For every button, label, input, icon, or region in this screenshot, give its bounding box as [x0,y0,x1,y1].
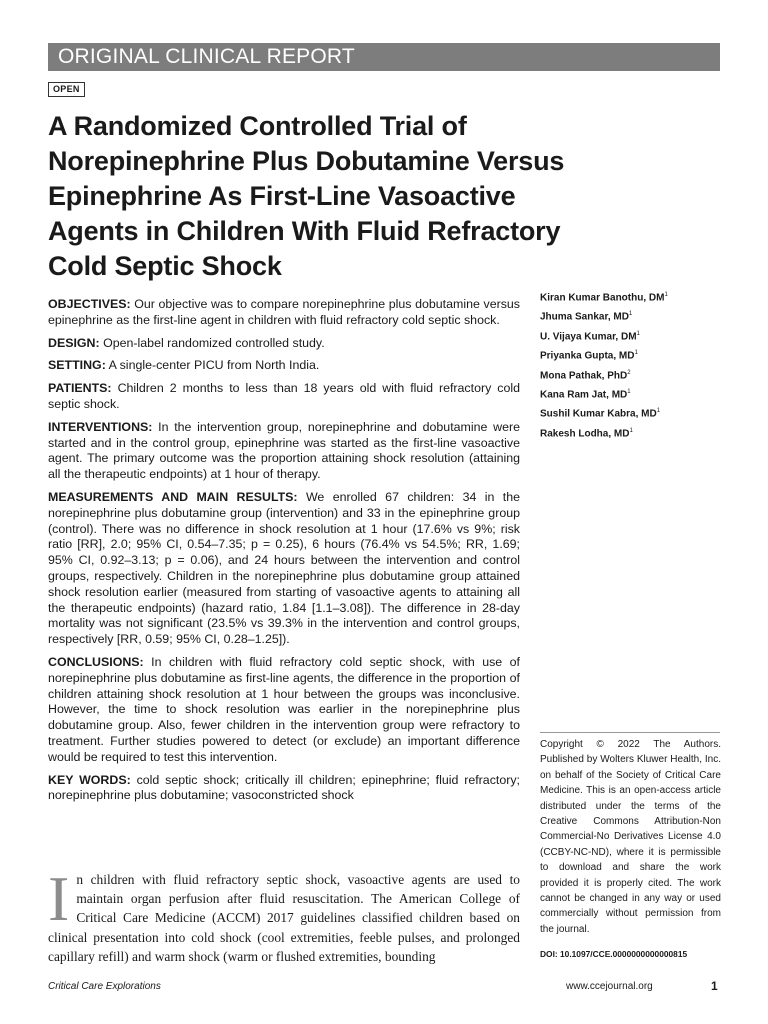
author-name: Jhuma Sankar, MD [540,311,629,323]
author-name: Priyanka Gupta, MD [540,350,635,362]
section-text: We enrolled 67 children: 34 in the norepinephrine plus dobutamine group (intervention) and 33 in the epinephrine group (control). There was no difference in shock resolution at 1 hour (17.6% vs 9%; risk ratio [RR], 2.0; 95% CI, 0.54–7.35; p = 0.25), 6 hours (76.4% vs 54.5%; RR, 1.69; 95% CI, 0.92–3.13; p = 0.06), and 24 hours between the intervention and control groups, respectively. Children in the norepinephrine plus dobutamine group attained shock resolution earlier (measured from starting of vasoactive agents to attaining all the therapeutic endpoints) (hazard ratio, 1.84 [1.1–3.08]). The difference in 28-day mortality was not significant (23.5% vs 39.3% in the intervention and control groups, respectively [RR, 0.59; 95% CI, 0.28–1.25]). [48,489,520,647]
affiliation-mark: 1 [664,292,668,298]
title-line: A Randomized Controlled Trial of [48,111,467,141]
abstract-objectives [48,297,520,329]
author-name: Sushil Kumar Kabra, MD [540,408,657,420]
copyright-notice: Copyright © 2022 The Authors. Published by Wolters Kluwer Health, Inc. on behalf of the Society of Critical Care Medicine. This is an open-access article distributed under the terms of the Creative Commons Attribution-Non Commercial-No Derivatives License 4.0 (CCBY-NC-ND), where it is permissible to download and share the work provided it is properly cited. The work cannot be changed in any way or used commercially without permission from the journal. [540,739,721,935]
footer-url[interactable]: www.ccejournal.org [566,981,653,992]
author [540,366,730,385]
section-text: Open-label randomized controlled study. [103,335,325,350]
footer-journal-name: Critical Care Explorations [48,981,161,992]
section-text: A single-center PICU from North India. [108,358,320,373]
affiliation-mark: 1 [627,388,631,395]
title-line: Agents in Children With Fluid Refractory [48,216,561,246]
author [540,404,730,423]
affiliation-mark: 1 [628,311,633,318]
author [540,327,730,346]
abstract-conclusions [48,655,520,766]
article-title [48,109,648,284]
abstract-interventions [48,420,520,483]
section-label: CONCLUSIONS: [48,654,144,669]
section-text: In children with fluid refractory cold septic shock, with use of norepinephrine plus dobutamine as first-line agents, the difference in the proportion of children attaining shock resolution at 1 hour between the groups was inconclusive. However, the time to shock resolution was earlier in the norepinephrine plus dobutamine group. Also, fewer children in the intervention group were refractory to treatment. Further studies powered to detect (or exclude) an important difference would be required to test this intervention. [48,654,520,764]
affiliation-mark: 2 [627,369,631,376]
copyright-divider [540,732,720,733]
author-name: Kiran Kumar Banothu, DM [540,292,665,304]
body-paragraph [48,863,520,966]
section-label: DESIGN: [48,335,100,350]
abstract-keywords [48,773,520,805]
abstract-setting [48,358,520,374]
abstract-results [48,490,520,648]
author-name: Mona Pathak, PhD [540,369,628,381]
affiliation-mark: 1 [636,330,640,337]
open-access-badge: OPEN [48,82,85,97]
section-label: INTERVENTIONS: [48,419,153,434]
section-text: cold septic shock; critically ill children; epinephrine; fluid refractory; norepinephrine plus dobutamine; vasoconstricted shock [48,772,520,803]
section-label: OBJECTIVES: [48,297,131,311]
abstract-design [48,336,520,352]
author-list [540,288,730,443]
section-label: KEY WORDS: [48,772,131,787]
section-label: MEASUREMENTS AND MAIN RESULTS: [48,489,298,504]
affiliation-mark: 1 [656,408,661,415]
section-label: SETTING: [48,358,106,373]
body-text: n children with fluid refractory septic shock, vasoactive agents are used to maintain organ perfusion after fluid resuscitation. The American College of Critical Care Medicine (ACCM) 2017 guidelines classified children based on clinical presentation into cold shock (cool extremities, feeble pulses, and prolonged capillary refill) and warm shock (warm or flushed extremities, bounding [48,872,520,964]
author-name: U. Vijaya Kumar, DM [540,331,637,343]
author [540,288,730,307]
section-text: In the intervention group, norepinephrine and dobutamine were started and in the control group, epinephrine was started as the first-line vasoactive agent. The primary outcome was the proportion attaining shock resolution (attaining all the therapeutic endpoints) at 1 hour of therapy. [48,419,520,482]
author-name: Kana Ram Jat, MD [540,389,628,401]
section-text: Children 2 months to less than 18 years old with fluid refractory cold septic shock. [48,381,520,411]
author [540,385,730,404]
section-text: Our objective was to compare norepinephrine plus dobutamine versus epinephrine as the first-line agent in children with fluid refractory cold septic shock. [48,297,520,327]
author [540,424,730,443]
author [540,307,730,326]
abstract-patients [48,381,520,413]
author-name: Rakesh Lodha, MD [540,428,630,440]
title-line: Norepinephrine Plus Dobutamine Versus [48,146,565,176]
section-label: PATIENTS: [48,381,112,396]
abstract [48,297,520,811]
author [540,346,730,365]
drop-cap: I [48,863,70,934]
title-line: Epinephrine As First-Line Vasoactive [48,181,516,211]
affiliation-mark: 1 [629,427,633,434]
affiliation-mark: 1 [634,350,638,357]
title-line: Cold Septic Shock [48,251,282,281]
page-number: 1 [711,979,718,993]
doi[interactable]: DOI: 10.1097/CCE.0000000000000815 [540,949,688,959]
section-banner: ORIGINAL CLINICAL REPORT [48,43,720,71]
